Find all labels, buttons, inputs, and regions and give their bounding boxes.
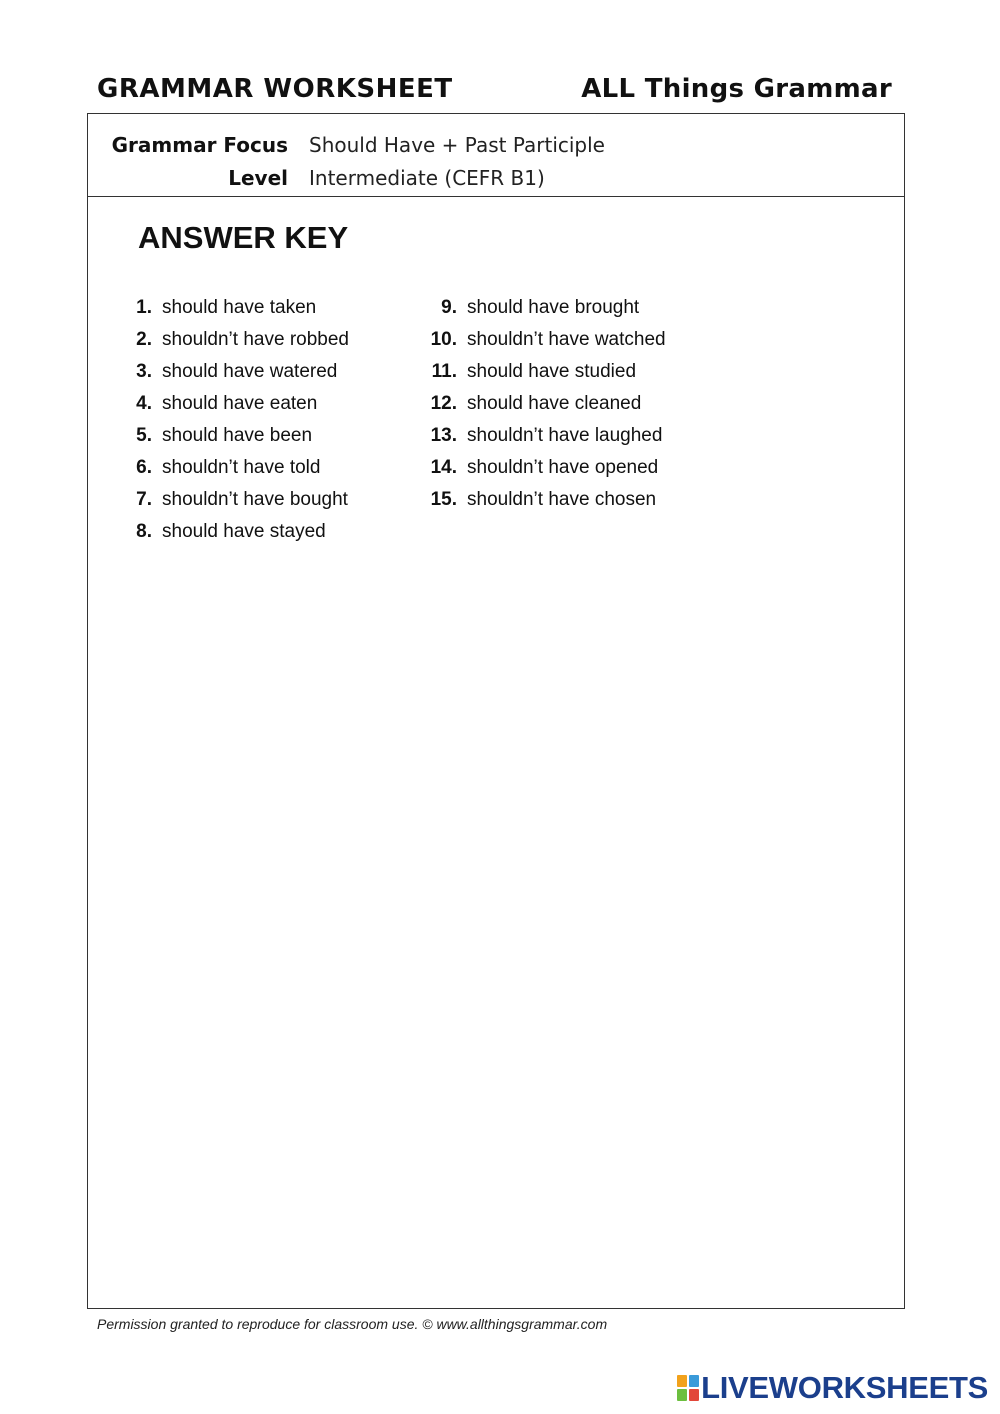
liveworksheets-logo-icon <box>677 1375 699 1401</box>
answer-item <box>410 424 666 456</box>
answer-text: shouldn’t have chosen <box>467 489 657 510</box>
worksheet-frame <box>87 113 905 1309</box>
level-label: Level <box>228 166 288 190</box>
logo-square-3 <box>677 1389 687 1401</box>
answer-item <box>110 520 349 552</box>
answer-number: 3. <box>136 361 152 382</box>
answer-number: 10. <box>430 329 457 350</box>
answer-item <box>110 424 349 456</box>
answer-list-column-2 <box>410 296 666 520</box>
answer-item <box>410 392 666 424</box>
answer-list-column-1 <box>110 296 349 552</box>
publisher-title: ALL Things Grammar <box>581 74 892 104</box>
answer-number: 7. <box>136 489 152 510</box>
answer-number: 14. <box>430 457 457 478</box>
answer-text: shouldn’t have robbed <box>162 329 349 350</box>
answer-number: 6. <box>136 457 152 478</box>
answer-item <box>110 296 349 328</box>
answer-number: 12. <box>430 393 457 414</box>
answer-text: shouldn’t have laughed <box>467 425 663 446</box>
answer-number: 9. <box>441 297 457 318</box>
answer-text: should have stayed <box>162 521 326 542</box>
answer-text: should have brought <box>467 297 640 318</box>
answer-text: should have taken <box>162 297 317 318</box>
answer-key-title: ANSWER KEY <box>138 220 349 255</box>
answer-text: should have studied <box>467 361 637 382</box>
answer-item <box>410 456 666 488</box>
answer-text: should have watered <box>162 361 338 382</box>
liveworksheets-wordmark: LIVEWORKSHEETS <box>701 1370 988 1405</box>
liveworksheets-brand[interactable] <box>677 1370 988 1406</box>
answer-item <box>410 360 666 392</box>
answer-item <box>410 328 666 360</box>
answer-item <box>110 328 349 360</box>
answer-text: shouldn’t have opened <box>467 457 659 478</box>
answer-item <box>410 488 666 520</box>
worksheet-title: GRAMMAR WORKSHEET <box>97 74 453 104</box>
logo-square-1 <box>677 1375 687 1387</box>
answer-text: shouldn’t have watched <box>467 329 666 350</box>
answer-number: 15. <box>430 489 457 510</box>
permission-footer: Permission granted to reproduce for classroom use. © www.allthingsgrammar.com <box>97 1316 608 1332</box>
answer-item <box>110 392 349 424</box>
answer-number: 2. <box>136 329 152 350</box>
answer-text: shouldn’t have told <box>162 457 321 478</box>
grammar-focus-value: Should Have + Past Participle <box>309 133 605 157</box>
answer-text: should have cleaned <box>467 393 642 414</box>
logo-square-4 <box>689 1389 699 1401</box>
answer-item <box>410 296 666 328</box>
answer-text: should have been <box>162 425 313 446</box>
info-box <box>88 114 904 197</box>
answer-number: 13. <box>430 425 457 446</box>
answer-item <box>110 456 349 488</box>
answer-item <box>110 488 349 520</box>
level-value: Intermediate (CEFR B1) <box>309 166 545 190</box>
answer-item <box>110 360 349 392</box>
logo-square-2 <box>689 1375 699 1387</box>
answer-text: shouldn’t have bought <box>162 489 348 510</box>
answer-text: should have eaten <box>162 393 318 414</box>
answer-number: 5. <box>136 425 152 446</box>
grammar-focus-label: Grammar Focus <box>111 133 288 157</box>
answer-number: 4. <box>136 393 152 414</box>
answer-number: 8. <box>136 521 152 542</box>
answer-number: 1. <box>136 297 152 318</box>
answer-number: 11. <box>431 361 457 382</box>
